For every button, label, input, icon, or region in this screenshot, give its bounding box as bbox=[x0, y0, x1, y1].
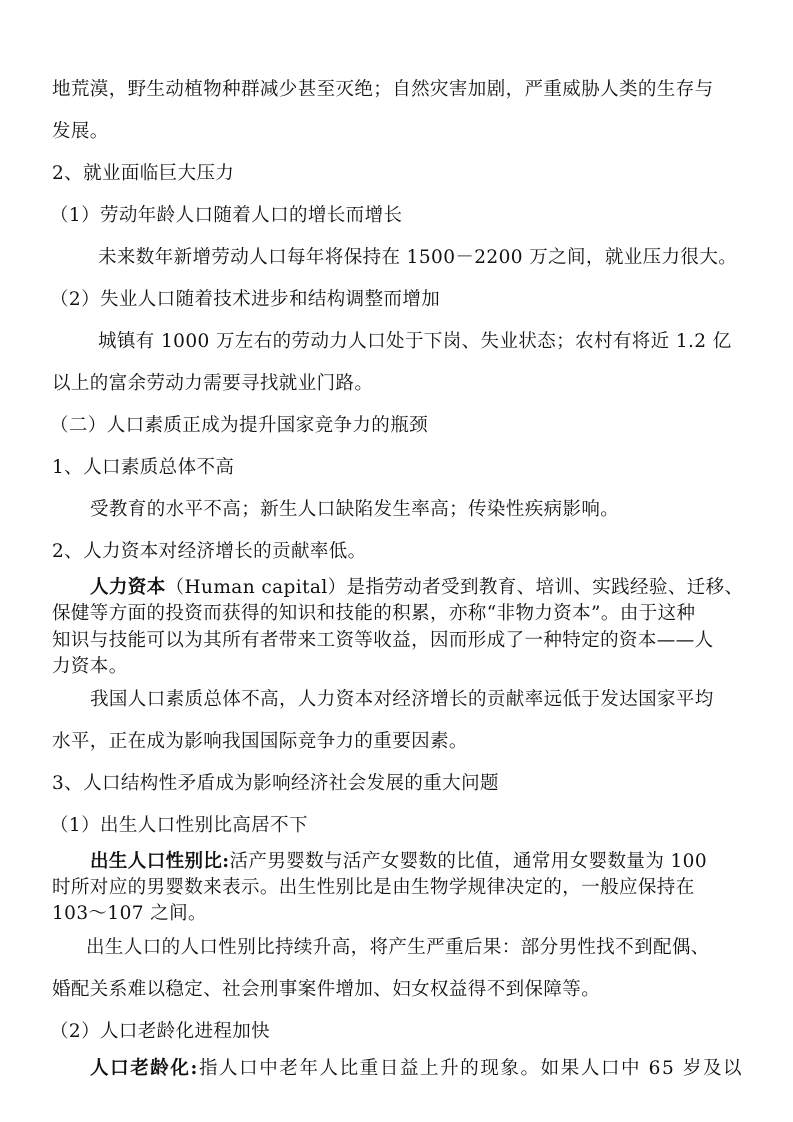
definition-text: 活产男婴数与活产女婴数的比值，通常用女婴数量为 100 bbox=[229, 851, 708, 872]
term-sex-ratio: 出生人口性别比: bbox=[90, 851, 230, 872]
paragraph-line: 我国人口素质总体不高，人力资本对经济增长的贡献率远低于发达国家平均 bbox=[90, 689, 714, 710]
term-aging: 人口老龄化: bbox=[90, 1058, 199, 1079]
section-heading: （二）人口素质正成为提升国家竞争力的瓶颈 bbox=[50, 415, 429, 436]
subsection-heading: （2）人口老龄化进程加快 bbox=[50, 1021, 271, 1042]
paragraph-line: 出生人口的人口性别比持续升高，将产生严重后果：部分男性找不到配偶、 bbox=[86, 937, 710, 958]
paragraph-line: 知识与技能可以为其所有者带来工资等收益，因而形成了一种特定的资本——人 bbox=[52, 630, 714, 651]
paragraph-line: 水平，正在成为影响我国国际竞争力的重要因素。 bbox=[52, 731, 468, 752]
paragraph-line: 103～107 之间。 bbox=[52, 903, 207, 924]
paragraph-line: 地荒漠，野生动植物种群减少甚至灭绝；自然灾害加剧，严重威胁人类的生存与 bbox=[52, 79, 714, 100]
section-heading: 1、人口素质总体不高 bbox=[52, 457, 235, 478]
subsection-heading: （2）失业人口随着技术进步和结构调整而增加 bbox=[50, 289, 441, 310]
paragraph-line: 时所对应的男婴数来表示。出生性别比是由生物学规律决定的，一般应保持在 bbox=[52, 877, 695, 898]
section-heading: 3、人口结构性矛盾成为影响经济社会发展的重大问题 bbox=[52, 773, 499, 794]
term-human-capital: 人力资本 bbox=[90, 577, 166, 598]
definition-line bbox=[90, 850, 707, 874]
definition-text: 指人口中老年人比重日益上升的现象。如果人口中 65 岁及以 bbox=[198, 1058, 744, 1079]
section-heading: 2、人力资本对经济增长的贡献率低。 bbox=[52, 541, 367, 562]
paragraph-line: 未来数年新增劳动人口每年将保持在 1500－2200 万之间，就业压力很大。 bbox=[98, 247, 738, 268]
paragraph-line: 保健等方面的投资而获得的知识和技能的积累，亦称“非物力资本”。由于这种 bbox=[52, 603, 696, 624]
section-heading: 2、就业面临巨大压力 bbox=[52, 163, 235, 184]
definition-line bbox=[90, 1057, 743, 1081]
definition-line bbox=[90, 576, 743, 600]
subsection-heading: （1）劳动年龄人口随着人口的增长而增长 bbox=[50, 205, 403, 226]
paragraph-line: 婚配关系难以稳定、社会刑事案件增加、妇女权益得不到保障等。 bbox=[52, 979, 601, 1000]
paragraph-line: 受教育的水平不高；新生人口缺陷发生率高；传染性疾病影响。 bbox=[90, 499, 620, 520]
paragraph-line: 力资本。 bbox=[52, 656, 128, 677]
paragraph-line: 城镇有 1000 万左右的劳动力人口处于下岗、失业状态；农村有将近 1.2 亿 bbox=[98, 331, 732, 352]
paragraph-line: 以上的富余劳动力需要寻找就业门路。 bbox=[52, 373, 374, 394]
paragraph-line: 发展。 bbox=[52, 121, 109, 142]
definition-text: （Human capital）是指劳动者受到教育、培训、实践经验、迁移、 bbox=[165, 577, 744, 598]
subsection-heading: （1）出生人口性别比高居不下 bbox=[50, 815, 308, 836]
